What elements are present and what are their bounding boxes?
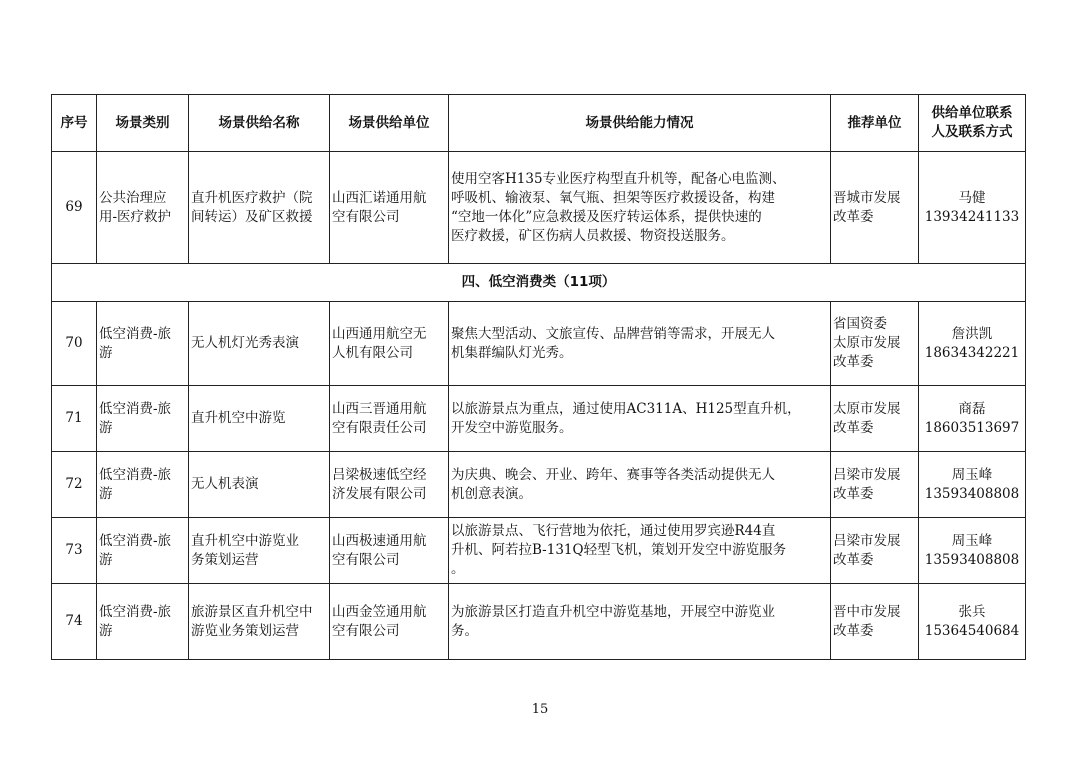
scene-name-line: 游览业务策划运营 — [191, 622, 299, 639]
supply-unit-line: 空有限责任公司 — [332, 419, 427, 436]
scene-name — [189, 152, 330, 264]
contact-name: 马健 — [958, 189, 986, 206]
recommending-unit — [831, 302, 919, 386]
header-contact-line: 供给单位联系 — [931, 105, 1013, 121]
supply-unit-line: 山西金笠通用航 — [332, 603, 427, 620]
scene-category-line: 用-医疗救护 — [99, 208, 172, 225]
supply-unit — [330, 302, 449, 386]
header-row — [52, 95, 1026, 152]
recommending-unit-line: 改革委 — [833, 485, 874, 502]
scenario-supply-table — [51, 94, 1026, 660]
recommending-unit-line: 太原市发展 — [833, 400, 901, 417]
contact — [919, 518, 1026, 584]
table-row — [52, 152, 1026, 264]
recommending-unit-line: 晋城市发展 — [833, 189, 901, 206]
scene-name — [189, 518, 330, 584]
header-contact-line: 人及联系方式 — [931, 124, 1013, 140]
supply-capability-line: 以旅游景点、飞行营地为依托，通过使用罗宾逊R44直 — [451, 523, 776, 539]
scene-name-line: 旅游景区直升机空中 — [191, 603, 313, 620]
recommending-unit-line: 吕梁市发展 — [833, 466, 901, 483]
scene-name-line: 直升机空中游览业 — [191, 532, 299, 549]
table-row — [52, 452, 1026, 518]
recommending-unit — [831, 584, 919, 660]
row-number: 74 — [52, 584, 97, 660]
row-number: 69 — [52, 152, 97, 264]
scene-category-line: 游 — [99, 485, 113, 502]
scene-name-line: 无人机灯光秀表演 — [191, 335, 299, 351]
supply-capability-line: 机创意表演。 — [451, 485, 532, 502]
scene-category-line: 低空消费-旅 — [99, 466, 172, 483]
supply-capability — [449, 584, 831, 660]
scene-category-line: 低空消费-旅 — [99, 400, 172, 417]
contact-name: 詹洪凯 — [951, 325, 993, 342]
contact-phone: 18634342221 — [924, 344, 1020, 361]
recommending-unit-line: 太原市发展 — [833, 335, 901, 351]
supply-capability-line: 聚焦大型活动、文旅宣传、品牌营销等需求，开展无人 — [451, 325, 775, 342]
header-unit: 场景供给单位 — [330, 95, 449, 152]
supply-capability-line: 医疗救援，矿区伤病人员救援、物资投送服务。 — [451, 227, 735, 244]
contact — [919, 152, 1026, 264]
scene-category-line: 低空消费-旅 — [99, 603, 172, 620]
supply-unit-line: 人机有限公司 — [332, 344, 413, 361]
supply-capability-line: “空地一体化”应急救援及医疗转运体系，提供快速的 — [451, 208, 762, 225]
supply-unit-line: 山西三晋通用航 — [332, 400, 427, 417]
scene-category-line: 游 — [99, 551, 113, 568]
row-number: 70 — [52, 302, 97, 386]
page-number: 15 — [531, 702, 549, 717]
header-no: 序号 — [52, 95, 97, 152]
recommending-unit-line: 改革委 — [833, 551, 874, 568]
header-recommender: 推荐单位 — [831, 95, 919, 152]
supply-capability-line: 使用空客H135专业医疗构型直升机等，配备心电监测、 — [451, 170, 786, 187]
scene-category — [97, 152, 189, 264]
supply-unit — [330, 386, 449, 452]
recommending-unit-line: 吕梁市发展 — [833, 532, 901, 549]
supply-capability-line: 开发空中游览服务。 — [451, 419, 573, 436]
contact-phone: 15364540684 — [924, 622, 1020, 639]
recommending-unit — [831, 386, 919, 452]
scene-category — [97, 584, 189, 660]
supply-unit-line: 空有限公司 — [332, 622, 400, 639]
supply-unit — [330, 518, 449, 584]
scene-category-line: 低空消费-旅 — [99, 532, 172, 549]
scene-name — [189, 386, 330, 452]
contact — [919, 302, 1026, 386]
scene-name — [189, 584, 330, 660]
contact-phone: 13593408808 — [924, 485, 1020, 502]
table-row — [52, 386, 1026, 452]
row-number: 71 — [52, 386, 97, 452]
supply-unit-line: 济发展有限公司 — [332, 485, 427, 502]
supply-unit-line: 山西汇诺通用航 — [332, 189, 427, 206]
table-row — [52, 584, 1026, 660]
section-title: 四、低空消费类（11项） — [52, 264, 1026, 302]
scene-name-line: 直升机医疗救护（院 — [191, 189, 313, 206]
scene-category — [97, 302, 189, 386]
contact-name: 张兵 — [958, 603, 986, 620]
recommending-unit-line: 改革委 — [833, 354, 874, 370]
scene-name-line: 务策划运营 — [191, 551, 259, 568]
scene-name-line: 无人机表演 — [191, 476, 259, 492]
supply-capability-line: 为旅游景区打造直升机空中游览基地，开展空中游览业 — [451, 603, 775, 620]
supply-capability — [449, 452, 831, 518]
scene-category-line: 游 — [99, 344, 113, 361]
supply-capability-line: 务。 — [451, 622, 478, 639]
supply-unit — [330, 152, 449, 264]
contact-name: 周玉峰 — [951, 532, 993, 549]
section-row — [52, 264, 1026, 302]
row-number: 73 — [52, 518, 97, 584]
header-capability: 场景供给能力情况 — [449, 95, 831, 152]
supply-capability-line: 机集群编队灯光秀。 — [451, 344, 573, 361]
row-number: 72 — [52, 452, 97, 518]
scene-name — [189, 302, 330, 386]
scene-name-line: 间转运）及矿区救援 — [191, 208, 313, 225]
scene-category-line: 游 — [99, 622, 113, 639]
supply-capability-line: 升机、阿若拉B-131Q轻型飞机，策划开发空中游览服务 — [451, 542, 787, 558]
scene-category-line: 游 — [99, 419, 113, 436]
supply-unit-line: 山西通用航空无 — [332, 325, 427, 342]
header-contact — [919, 95, 1026, 152]
scene-name-line: 直升机空中游览 — [191, 410, 286, 426]
contact — [919, 452, 1026, 518]
supply-capability-line: 呼吸机、输液泵、氧气瓶、担架等医疗救援设备，构建 — [451, 189, 775, 206]
contact-phone: 13593408808 — [924, 551, 1020, 568]
supply-unit-line: 山西极速通用航 — [332, 532, 427, 549]
supply-capability-line: 为庆典、晚会、开业、跨年、赛事等各类活动提供无人 — [451, 466, 775, 483]
supply-unit-line: 吕梁极速低空经 — [332, 466, 427, 483]
recommending-unit — [831, 518, 919, 584]
recommending-unit-line: 省国资委 — [833, 316, 887, 332]
scene-name — [189, 452, 330, 518]
supply-capability — [449, 152, 831, 264]
scene-category — [97, 452, 189, 518]
contact — [919, 386, 1026, 452]
contact — [919, 584, 1026, 660]
contact-phone: 18603513697 — [924, 419, 1020, 436]
supply-unit-line: 空有限公司 — [332, 208, 400, 225]
supply-capability-line: 。 — [451, 561, 465, 577]
supply-capability — [449, 386, 831, 452]
table-row — [52, 518, 1026, 584]
supply-capability — [449, 302, 831, 386]
scene-category-line: 低空消费-旅 — [99, 325, 172, 342]
supply-capability-line: 以旅游景点为重点，通过使用AC311A、H125型直升机， — [451, 400, 801, 417]
contact-phone: 13934241133 — [924, 208, 1020, 225]
recommending-unit-line: 改革委 — [833, 419, 874, 436]
contact-name: 周玉峰 — [951, 466, 993, 483]
scene-category — [97, 518, 189, 584]
scene-category — [97, 386, 189, 452]
scene-category-line: 公共治理应 — [99, 189, 167, 206]
recommending-unit — [831, 152, 919, 264]
supply-unit — [330, 584, 449, 660]
recommending-unit-line: 改革委 — [833, 622, 874, 639]
supply-unit-line: 空有限公司 — [332, 551, 400, 568]
contact-name: 商磊 — [958, 400, 986, 417]
header-name: 场景供给名称 — [189, 95, 330, 152]
table-row — [52, 302, 1026, 386]
supply-capability — [449, 518, 831, 584]
supply-unit — [330, 452, 449, 518]
recommending-unit-line: 改革委 — [833, 208, 874, 225]
header-category: 场景类别 — [97, 95, 189, 152]
recommending-unit — [831, 452, 919, 518]
recommending-unit-line: 晋中市发展 — [833, 603, 901, 620]
